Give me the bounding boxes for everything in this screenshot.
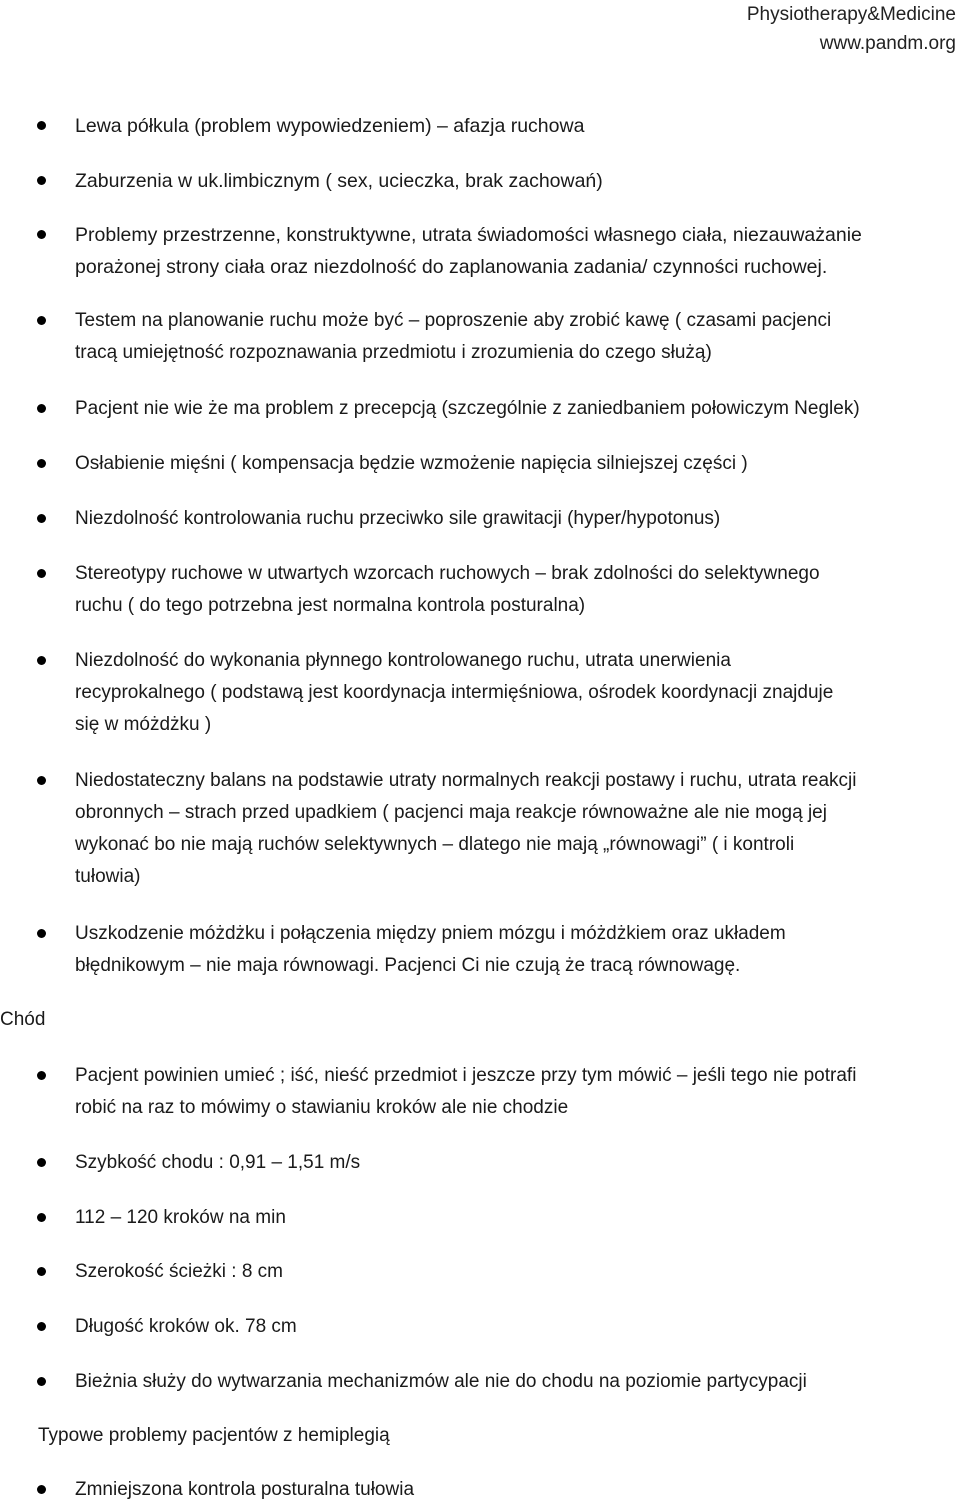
bullet-icon bbox=[37, 1071, 46, 1080]
bullet-icon bbox=[37, 1158, 46, 1167]
list-item-text: Testem na planowanie ruchu może być – poproszenie aby zrobić kawę ( czasami pacjenci tracą umiejętność rozpoznawania przedmiotu i zrozumienia do czego służą) bbox=[75, 310, 832, 363]
bullet-icon bbox=[37, 316, 46, 325]
list-item-text: Problemy przestrzenne, konstruktywne, utrata świadomości własnego ciała, niezauważanie porażonej strony ciała oraz niezdolność do zaplanowania zadania/ czynności ruchowej. bbox=[75, 224, 862, 278]
bullet-icon bbox=[37, 929, 46, 938]
list-item-text: Szerokość ścieżki : 8 cm bbox=[75, 1261, 283, 1282]
bullet-icon bbox=[37, 1485, 46, 1494]
bullet-icon bbox=[37, 404, 46, 413]
list-item-text: Bieżnia służy do wytwarzania mechanizmów ale nie do chodu na poziomie partycypacji bbox=[75, 1371, 807, 1392]
site-header bbox=[747, 0, 956, 58]
list-item-text: Zaburzenia w uk.limbicznym ( sex, ucieczka, brak zachowań) bbox=[75, 170, 603, 192]
bullet-icon bbox=[37, 656, 46, 665]
list-item-text: Uszkodzenie móżdżku i połączenia między pniem mózgu i móżdżkiem oraz układem błędnikowym – nie maja równowagi. Pacjenci Ci nie czują że tracą równowagę. bbox=[75, 923, 786, 976]
section-heading-typical-problems: Typowe problemy pacjentów z hemiplegią bbox=[38, 1425, 390, 1446]
list-item-text: Osłabienie mięśni ( kompensacja będzie wzmożenie napięcia silniejszej części ) bbox=[75, 453, 748, 474]
list-item-text: Niezdolność do wykonania płynnego kontrolowanego ruchu, utrata unerwienia recyprokalnego ( podstawą jest koordynacja intermięśniowa, ośrodek koordynacji znajduje się w móżdżku ) bbox=[75, 650, 834, 735]
list-item-text: 112 – 120 kroków na min bbox=[75, 1207, 286, 1228]
list-item-text: Zmniejszona kontrola posturalna tułowia bbox=[75, 1479, 415, 1500]
list-item-text: Pacjent nie wie że ma problem z precepcją (szczególnie z zaniedbaniem połowiczym Neglek) bbox=[75, 398, 860, 419]
list-item-text: Szybkość chodu : 0,91 – 1,51 m/s bbox=[75, 1152, 361, 1173]
list-item-text: Stereotypy ruchowe w utwartych wzorcach ruchowych – brak zdolności do selektywnego ruchu ( do tego potrzebna jest normalna kontrola posturalna) bbox=[75, 563, 820, 616]
list-item-text: Lewa półkula (problem wypowiedzeniem) – afazja ruchowa bbox=[75, 115, 585, 137]
site-name: Physiotherapy&Medicine bbox=[746, 4, 956, 25]
list-item-text: Niezdolność kontrolowania ruchu przeciwko sile grawitacji (hyper/hypotonus) bbox=[75, 508, 721, 529]
section-heading-chod: Chód bbox=[0, 1009, 46, 1030]
bullet-icon bbox=[37, 514, 46, 523]
bullet-icon bbox=[37, 176, 46, 185]
bullet-icon bbox=[37, 569, 46, 578]
site-url: www.pandm.org bbox=[819, 33, 956, 54]
bullet-icon bbox=[37, 1267, 46, 1276]
bullet-icon bbox=[37, 121, 46, 130]
bullet-icon bbox=[37, 1213, 46, 1222]
bullet-icon bbox=[37, 1322, 46, 1331]
list-item-text: Długość kroków ok. 78 cm bbox=[75, 1316, 297, 1337]
bullet-icon bbox=[37, 459, 46, 468]
list-item-text: Niedostateczny balans na podstawie utraty normalnych reakcji postawy i ruchu, utrata reakcji obronnych – strach przed upadkiem ( pacjenci maja reakcje równoważne ale nie mogą jej wykonać bo nie mają ruchów selektywnych – dlatego nie mają „równowagi” ( i kontroli tułowia) bbox=[75, 770, 857, 887]
list-item-text: Pacjent powinien umieć ; iść, nieść przedmiot i jeszcze przy tym mówić – jeśli tego nie potrafi robić na raz to mówimy o stawianiu kroków ale nie chodzie bbox=[75, 1065, 857, 1118]
bullet-icon bbox=[37, 230, 46, 239]
bullet-icon bbox=[37, 1377, 46, 1386]
bullet-icon bbox=[37, 776, 46, 785]
